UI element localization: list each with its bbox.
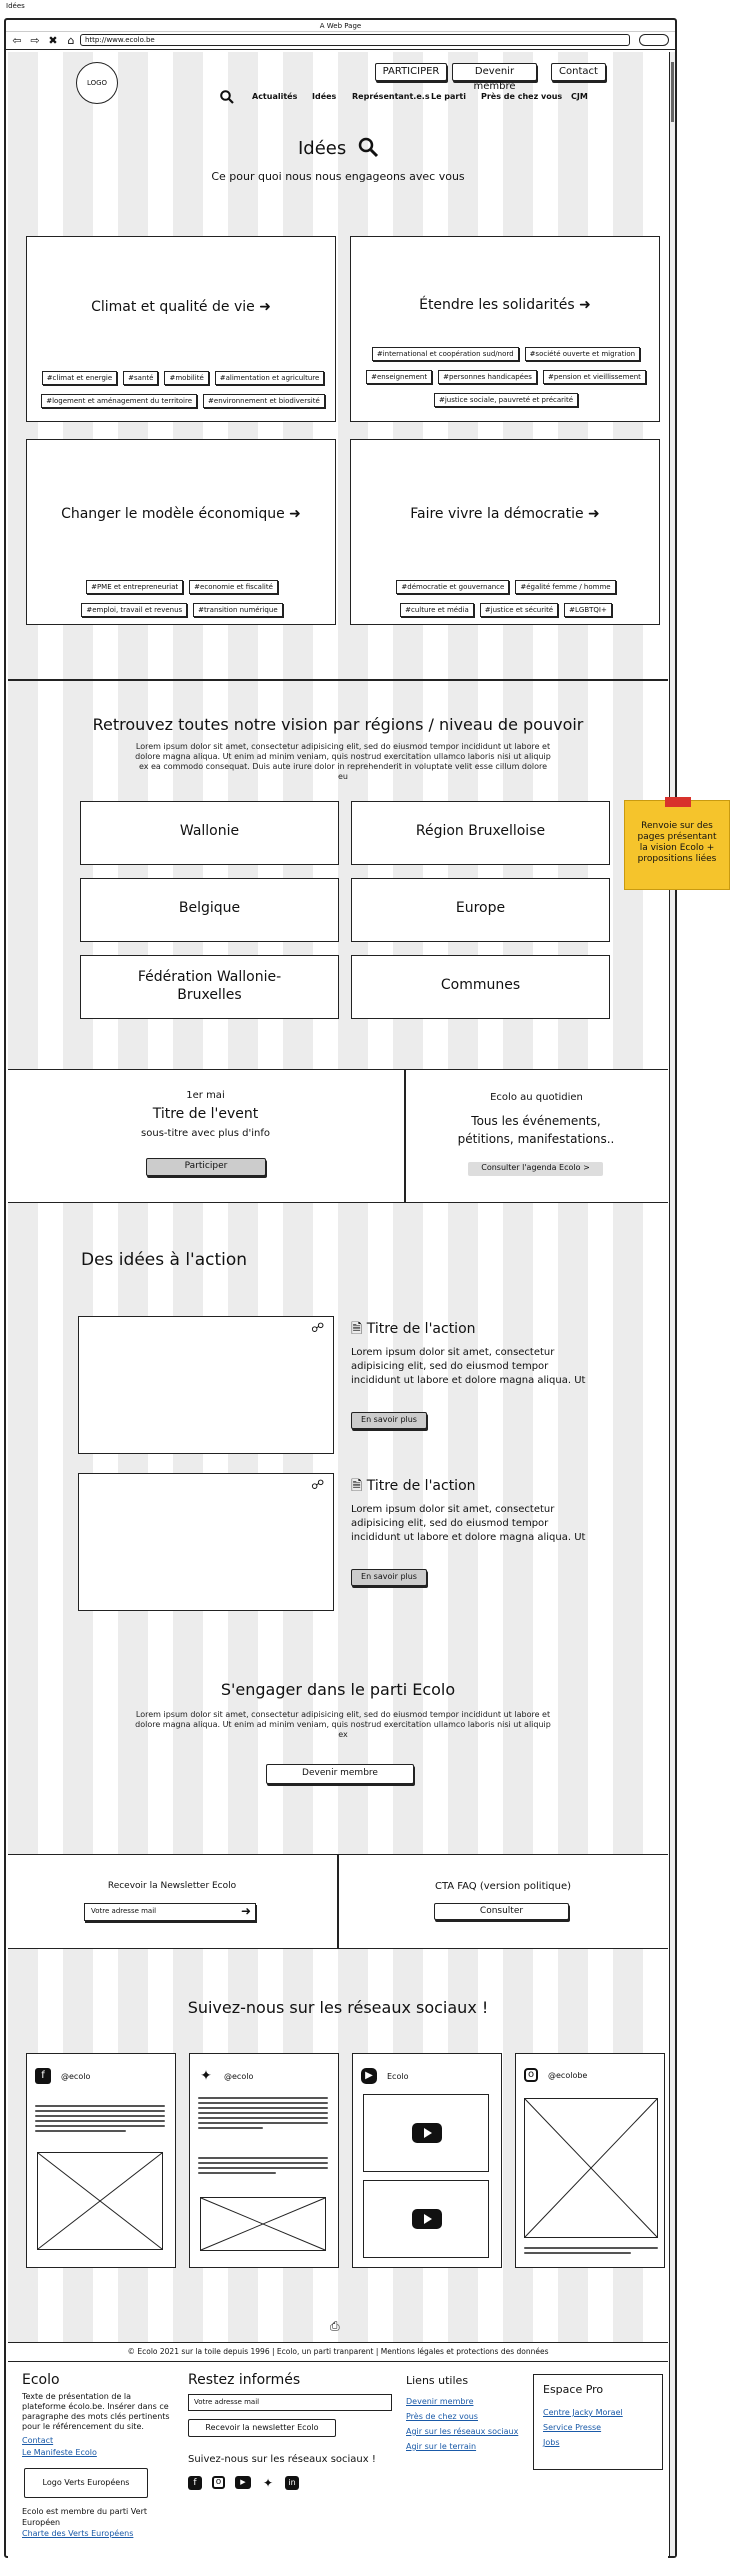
nav-pres-de-chez-vous[interactable]: Près de chez vous [481, 92, 563, 101]
footer-verts-text: Ecolo est membre du parti Vert Européen [22, 2507, 148, 2527]
nav-actualites[interactable]: Actualités [252, 92, 298, 101]
action-image-placeholder[interactable] [78, 1473, 334, 1611]
forward-arrow-icon[interactable]: ⇨ [30, 33, 40, 47]
tag-list [361, 574, 651, 620]
browser-search-field[interactable] [639, 34, 669, 46]
tag[interactable]: #emploi, travail et revenus [81, 603, 187, 617]
footer-link-reseaux-sociaux[interactable]: Agir sur les réseaux sociaux [406, 2427, 519, 2436]
tag[interactable]: #enseignement [366, 370, 432, 384]
footer-ecolo-title: Ecolo [22, 2372, 60, 2388]
devenir-membre-button[interactable]: Devenir membre [452, 63, 537, 81]
espace-pro-box [533, 2374, 663, 2470]
pin-icon [665, 797, 691, 807]
image-placeholder [200, 2197, 326, 2251]
instagram-icon[interactable]: o [212, 2476, 225, 2489]
newsletter-block [8, 1854, 338, 1949]
theme-card-climat[interactable] [26, 236, 336, 422]
footer-news-title: Restez informés [188, 2372, 301, 2388]
nav-idees[interactable]: Idées [312, 92, 337, 101]
tag[interactable]: #international et coopération sud/nord [372, 347, 519, 361]
social-card-instagram[interactable] [515, 2053, 665, 2268]
tag[interactable]: #démocratie et gouvernance [396, 580, 509, 594]
region-belgique[interactable]: Belgique [80, 878, 339, 942]
twitter-icon: ✦ [200, 2068, 212, 2084]
footer-news-button[interactable]: Recevoir la newsletter Ecolo [188, 2419, 336, 2437]
browser-window [4, 18, 677, 2558]
arrow-right-icon: ➜ [588, 506, 600, 522]
linkedin-icon[interactable]: in [285, 2476, 299, 2490]
tag[interactable]: #economie et fiscalité [189, 580, 278, 594]
back-arrow-icon[interactable]: ⇦ [12, 33, 22, 47]
facebook-icon: f [35, 2068, 51, 2084]
tag-list [33, 365, 333, 411]
post-text [198, 2154, 328, 2177]
tag[interactable]: #transition numérique [193, 603, 282, 617]
agenda-label: Ecolo au quotidien [490, 1092, 583, 1103]
agenda-block [405, 1069, 668, 1203]
footer-follow-label: Suivez-nous sur les réseaux sociaux ! [188, 2454, 376, 2465]
social-handle: Ecolo [387, 2071, 409, 2081]
devenir-membre-cta[interactable]: Devenir membre [266, 1764, 414, 1784]
tag[interactable]: #alimentation et agriculture [215, 371, 325, 385]
browser-tab-title[interactable]: Idées [6, 2, 25, 10]
footer-social-icons [188, 2476, 299, 2490]
footer-link-terrain[interactable]: Agir sur le terrain [406, 2442, 477, 2451]
share-icon[interactable]: ☍ [311, 1321, 325, 1336]
theme-title: Climat et qualité de vie ➜ [91, 299, 271, 315]
newsletter-email-input[interactable]: Votre adresse mail ➜ [84, 1903, 256, 1921]
nav-cjm[interactable]: CJM [571, 92, 588, 101]
tag[interactable]: #environnement et biodiversité [203, 394, 325, 408]
action-image-placeholder[interactable] [78, 1316, 334, 1454]
tag[interactable]: #société ouverte et migration [525, 347, 641, 361]
theme-card-solidarites[interactable] [350, 236, 660, 422]
social-handle: @ecolo [61, 2071, 91, 2081]
tag-list [47, 574, 317, 620]
consulter-agenda-button[interactable]: Consulter l'agenda Ecolo > [468, 1162, 603, 1176]
footer-link-contact[interactable]: Contact [22, 2436, 54, 2445]
tag[interactable]: #mobilité [164, 371, 208, 385]
footer-ecolo-links [22, 2435, 97, 2459]
engage-title: S'engager dans le parti Ecolo [220, 1680, 456, 1699]
theme-title: Faire vivre la démocratie ➜ [410, 506, 600, 522]
footer-useful-title: Liens utiles [406, 2374, 469, 2387]
footer-news-input[interactable]: Votre adresse mail [188, 2394, 392, 2411]
action-text: Lorem ipsum dolor sit amet, consectetur adipisicing elit, sed do eiusmod tempor incididunt ut labore et dolore magna aliqua. Ut [351, 1347, 586, 1386]
espace-pro-title: Espace Pro [543, 2383, 604, 2396]
youtube-icon[interactable]: ▶ [235, 2476, 251, 2489]
footer-link-centre-jacky-morael[interactable]: Centre Jacky Morael [543, 2408, 623, 2417]
region-wallonie[interactable]: Wallonie [80, 801, 339, 865]
footer-ecolo-text: Texte de présentation de la plateforme écolo.be. Insérer dans ce paragraphe des mots clés pertinents pour le référencement du site. [22, 2392, 170, 2431]
event-title: Titre de l'event [152, 1106, 259, 1122]
theme-title: Changer le modèle économique ➜ [61, 506, 301, 522]
page-title: Idées [298, 138, 347, 159]
actions-title: Des idées à l'action [81, 1250, 248, 1270]
region-communes[interactable]: Communes [351, 955, 610, 1019]
instagram-icon: o [524, 2068, 538, 2082]
footer-link-devenir-membre[interactable]: Devenir membre [406, 2397, 474, 2406]
region-federation[interactable]: Fédération Wallonie-Bruxelles [80, 955, 339, 1019]
annotation-sticky-note: Renvoie sur des pages présentant la vision Ecolo + propositions liées [624, 800, 730, 890]
regions-title: Retrouvez toutes notre vision par régions / niveau de pouvoir [92, 715, 584, 734]
facebook-icon[interactable]: f [188, 2476, 202, 2490]
espace-pro-links [543, 2405, 623, 2450]
search-icon [358, 137, 378, 157]
tag[interactable]: #pension et vieillissement [543, 370, 646, 384]
region-bruxelles[interactable]: Région Bruxelloise [351, 801, 610, 865]
play-icon[interactable] [412, 2209, 442, 2229]
footer-link-jobs[interactable]: Jobs [543, 2438, 560, 2447]
print-icon[interactable]: ⎙ [330, 2319, 340, 2333]
nav-le-parti[interactable]: Le parti [431, 92, 466, 101]
footer [8, 2362, 668, 2562]
post-text [198, 2094, 328, 2132]
tag[interactable]: #justice sociale, pauvreté et précarité [434, 393, 578, 407]
tag[interactable]: #santé [123, 371, 158, 385]
url-bar[interactable]: http://www.ecolo.be [80, 34, 630, 46]
tag[interactable]: #LGBTQI+ [564, 603, 612, 617]
tag[interactable]: #justice et sécurité [480, 603, 558, 617]
agenda-text: Tous les événements, pétitions, manifestations.. [457, 1114, 615, 1146]
play-icon[interactable] [412, 2123, 442, 2143]
search-icon[interactable] [220, 90, 234, 104]
engage-text: Lorem ipsum dolor sit amet, consectetur adipisicing elit, sed do eiusmod tempor incididunt ut labore et dolore magna aliqua. Ut enim ad minim veniam, quis nostrud exercitation ullamco laboris nisi ut aliquip ex [135, 1710, 551, 1739]
faq-block [338, 1854, 668, 1949]
social-handle: @ecolobe [548, 2070, 588, 2080]
page-subtitle: Ce pour quoi nous nous engageons avec vous [211, 170, 465, 183]
social-handle: @ecolo [224, 2071, 254, 2081]
social-card-youtube[interactable] [352, 2053, 502, 2268]
video-placeholder[interactable] [363, 2180, 489, 2258]
en-savoir-plus-button[interactable]: En savoir plus [351, 1569, 427, 1586]
theme-title: Étendre les solidarités ➜ [419, 297, 591, 313]
page-viewport [8, 52, 668, 2556]
footer-link-manifeste[interactable]: Le Manifeste Ecolo [22, 2448, 97, 2457]
vertical-scrollbar[interactable] [669, 52, 675, 2556]
scrollbar-thumb[interactable] [671, 62, 674, 122]
arrow-right-icon: ➜ [259, 299, 271, 315]
video-placeholder[interactable] [363, 2094, 489, 2172]
regions-text: Lorem ipsum dolor sit amet, consectetur adipisicing elit, sed do eiusmod tempor incididunt ut labore et dolore magna aliqua. Ut enim ad minim veniam, quis nostrud exercitation ullamco laboris nisi ut aliquip ex ea commodo consequat. Duis aute irure dolor in reprehenderit in voluptate velit esse cillum dolore eu [135, 742, 551, 781]
document-icon: 🗎 [351, 1321, 363, 1337]
consulter-faq-button[interactable]: Consulter [434, 1903, 569, 1920]
tag[interactable]: #égalité femme / homme [515, 580, 615, 594]
image-placeholder [524, 2098, 658, 2238]
tag[interactable]: #climat et energie [42, 371, 117, 385]
footer-link-pres-de-chez-vous[interactable]: Près de chez vous [406, 2412, 478, 2421]
contact-button[interactable]: Contact [551, 63, 606, 81]
region-europe[interactable]: Europe [351, 878, 610, 942]
event-subtitle: sous-titre avec plus d'info [141, 1128, 270, 1139]
post-text [524, 2244, 658, 2257]
footer-link-charte[interactable]: Charte des Verts Européens [22, 2529, 134, 2538]
submit-arrow-icon[interactable]: ➜ [240, 1904, 251, 1918]
participer-event-button[interactable]: Participer [146, 1158, 266, 1176]
browser-toolbar [6, 32, 675, 50]
action-title: 🗎 Titre de l'action [351, 1478, 476, 1494]
tag-list [355, 341, 657, 410]
social-card-twitter[interactable] [189, 2053, 339, 2268]
newsletter-label: Recevoir la Newsletter Ecolo [107, 1881, 237, 1891]
footer-link-service-presse[interactable]: Service Presse [543, 2423, 602, 2432]
image-placeholder [37, 2152, 163, 2250]
youtube-icon: ▶ [361, 2068, 377, 2084]
window-title: A Web Page [6, 20, 675, 32]
action-text: Lorem ipsum dolor sit amet, consectetur adipisicing elit, sed do eiusmod tempor incididunt ut labore et dolore magna aliqua. Ut [351, 1504, 586, 1543]
close-icon[interactable]: ✖ [48, 33, 58, 47]
section-divider [8, 679, 668, 681]
tag[interactable]: #culture et média [400, 603, 474, 617]
post-text [35, 2102, 165, 2135]
copyright-bar: © Ecolo 2021 sur la toile depuis 1996 | Ecolo, un parti tranparent | Mentions légales et protections des données [8, 2342, 668, 2362]
logo[interactable]: LOGO [76, 62, 118, 104]
theme-card-economie[interactable] [26, 439, 336, 625]
event-block [8, 1069, 405, 1203]
nav-representants[interactable]: Représentant.e.s [352, 92, 430, 101]
verts-europeens-logo[interactable]: Logo Verts Européens [24, 2468, 148, 2498]
tag[interactable]: #logement et aménagement du territoire [41, 394, 197, 408]
twitter-icon[interactable]: ✦ [262, 2476, 274, 2490]
tag[interactable]: #personnes handicapées [438, 370, 537, 384]
share-icon[interactable]: ☍ [311, 1478, 325, 1493]
participer-button[interactable]: PARTICIPER [375, 63, 447, 81]
social-title: Suivez-nous sur les réseaux sociaux ! [187, 1998, 489, 2017]
document-icon: 🗎 [351, 1478, 363, 1494]
tag[interactable]: #PME et entrepreneuriat [86, 580, 183, 594]
theme-card-democratie[interactable] [350, 439, 660, 625]
arrow-right-icon: ➜ [579, 297, 591, 313]
home-icon[interactable]: ⌂ [67, 33, 75, 47]
main-nav [252, 92, 612, 101]
faq-label: CTA FAQ (version politique) [434, 1881, 572, 1892]
arrow-right-icon: ➜ [289, 506, 301, 522]
action-title: 🗎 Titre de l'action [351, 1321, 476, 1337]
event-date: 1er mai [186, 1090, 225, 1101]
page-title-row [8, 137, 668, 159]
footer-useful-links [406, 2394, 518, 2454]
social-card-facebook[interactable] [26, 2053, 176, 2268]
en-savoir-plus-button[interactable]: En savoir plus [351, 1412, 427, 1429]
